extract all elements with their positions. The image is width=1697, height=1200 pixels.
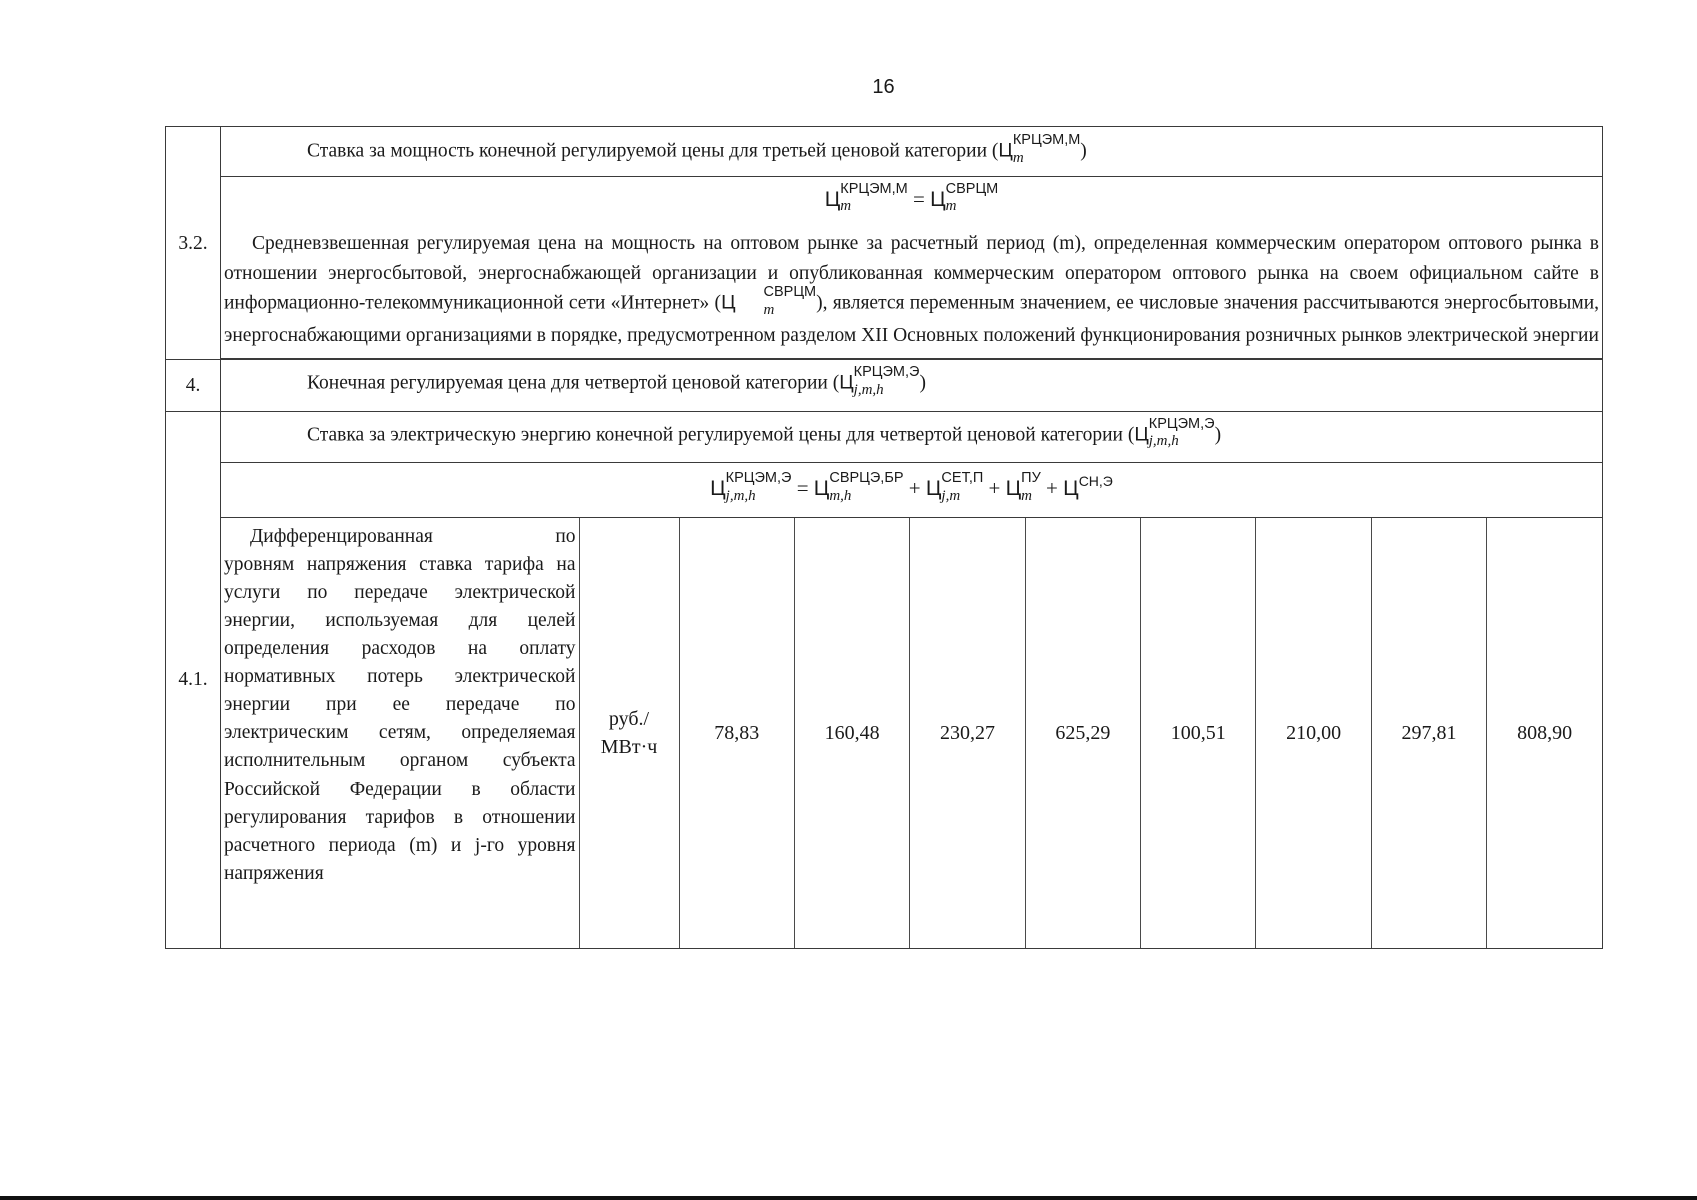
row-number-3-2: 3.2. xyxy=(166,127,221,360)
formula-4-1-t4-symbol: Ц xyxy=(1005,477,1022,501)
row-4-1-heading xyxy=(166,411,1603,463)
formula-4-1-t3-sup: СЕТ,П xyxy=(941,470,984,487)
description-3-2-part2: ), является переменным значением, ее числовые значения рассчитываются энергосбытовыми, энергоснабжающими организациями в порядке, предусмотренном разделом XII Основных положений функционирования розничных рынков электрической энергии xyxy=(224,292,1600,346)
formula-4-1-t2-sup: СВРЦЭ,БР xyxy=(829,470,904,487)
row-number-4-1: 4.1. xyxy=(166,411,221,948)
formula-4-1-t5-sup: СН,Э xyxy=(1078,473,1113,490)
heading-4-1-sup: КРЦЭМ,Э xyxy=(1148,415,1215,432)
row-3-2-heading xyxy=(166,127,1603,177)
tariff-value: 78,83 xyxy=(679,518,794,948)
formula-4-1-t3-indices xyxy=(941,471,983,504)
tariff-table xyxy=(165,126,1603,949)
tariff-values-table xyxy=(221,518,1602,948)
page-number: 16 xyxy=(872,76,895,98)
heading-3-2-symbol: Ц xyxy=(998,139,1013,162)
formula-3-2 xyxy=(221,176,1603,359)
formula-4-1-t4-sup: ПУ xyxy=(1021,470,1041,487)
formula-3-2-lhs-sup: КРЦЭМ,М xyxy=(840,180,908,197)
formula-4-1-t2-indices xyxy=(829,471,903,504)
description-3-2-sub: m xyxy=(763,301,775,318)
unit-line-2: МВт·ч xyxy=(600,735,658,758)
formula-3-2-lhs-symbol: Ц xyxy=(824,187,841,211)
description-3-2-indices xyxy=(736,285,817,318)
tariff-value: 297,81 xyxy=(1371,518,1486,948)
tariff-description-rest: уровням напряжения ставка тарифа на услуги по передаче электрической энергии, используемая для целей определения расходов на оплату нормативных потерь электрической энергии при ее передаче по электрическим сетям, определяемая исполнительным органом субъекта Российской Федерации в области регулирования тарифов в отношении расчетного периода (m) и j-го уровня напряжения xyxy=(224,553,576,884)
heading-4-symbol: Ц xyxy=(839,372,854,395)
heading-3-2 xyxy=(221,127,1603,177)
formula-4-1-plus-1: + xyxy=(908,476,921,501)
description-3-2-sup: СВРЦМ xyxy=(763,284,817,301)
formula-3-2-rhs-sup: СВРЦМ xyxy=(945,180,999,197)
tariff-description-first-line: Дифференцированная по xyxy=(250,525,576,547)
scan-edge xyxy=(0,1196,1697,1200)
unit-line-1: руб./ xyxy=(608,707,650,730)
formula-4-1 xyxy=(221,463,1603,517)
heading-3-2-close: ) xyxy=(1080,140,1087,162)
formula-3-2-rhs-symbol: Ц xyxy=(930,187,946,211)
formula-4-1-plus-2: + xyxy=(988,476,1001,501)
heading-4-1-sub: j,m,h xyxy=(1148,433,1179,450)
heading-3-2-sub: m xyxy=(1012,149,1024,166)
formula-4-1-t1-symbol: Ц xyxy=(710,477,726,501)
unit-cell xyxy=(579,518,679,948)
formula-4-1-t1-indices xyxy=(726,471,792,504)
heading-4-1-close: ) xyxy=(1214,424,1222,446)
formula-4-1-t1-sub: j,m,h xyxy=(725,487,756,504)
formula-3-2-rhs-sub: m xyxy=(945,198,957,214)
formula-4-1-t4-sub: m xyxy=(1021,487,1032,504)
row-3-2-formula xyxy=(166,176,1603,359)
heading-4-sup: КРЦЭМ,Э xyxy=(853,364,920,381)
heading-3-2-indices xyxy=(1013,133,1080,166)
tariff-value: 230,27 xyxy=(910,518,1025,948)
tariff-value: 210,00 xyxy=(1256,518,1371,948)
heading-4-1-symbol: Ц xyxy=(1134,423,1149,446)
formula-4-1-t2-symbol: Ц xyxy=(813,477,830,501)
row-number-4: 4. xyxy=(166,360,221,412)
formula-4-1-t4-indices xyxy=(1021,471,1041,504)
formula-3-2-eq: = xyxy=(912,186,925,211)
formula-4-1-t3-symbol: Ц xyxy=(925,477,942,501)
heading-4-1-text: Ставка за электрическую энергию конечной регулируемой цены для четвертой ценовой категории ( xyxy=(307,424,1135,446)
heading-4-1 xyxy=(221,411,1603,463)
tariff-values-row xyxy=(221,518,1602,948)
heading-4-indices xyxy=(854,365,920,398)
row-4 xyxy=(166,360,1603,412)
tariff-row-cell xyxy=(221,517,1603,948)
row-4-1-values xyxy=(166,517,1603,948)
formula-4-1-t1-sup: КРЦЭМ,Э xyxy=(725,470,792,487)
tariff-value: 808,90 xyxy=(1487,518,1602,948)
heading-4-text: Конечная регулируемая цена для четвертой ценовой категории ( xyxy=(307,373,840,395)
tariff-value: 625,29 xyxy=(1025,518,1140,948)
heading-4-1-indices xyxy=(1149,417,1215,450)
heading-4 xyxy=(221,360,1603,412)
heading-4-close: ) xyxy=(919,373,926,395)
tariff-value: 100,51 xyxy=(1141,518,1256,948)
formula-4-1-t2-sub: m,h xyxy=(829,487,852,504)
description-3-2-symbol: Ц xyxy=(721,291,736,314)
formula-3-2-lhs-sub: m xyxy=(840,198,852,214)
tariff-value: 160,48 xyxy=(794,518,909,948)
tariff-description xyxy=(221,518,579,948)
formula-4-1-t5-symbol: Ц xyxy=(1063,477,1079,501)
formula-3-2-rhs-indices xyxy=(946,182,999,215)
heading-3-2-text: Ставка за мощность конечной регулируемой цены для третьей ценовой категории ( xyxy=(307,140,999,162)
description-3-2-part1: Средневзвешенная регулируемая цена на мощность на оптовом рынке за расчетный период (m), определенная коммерческим оператором оптового рынка в отношении энергосбытовой, энергоснабжающей организации и опубликованная коммерческим оператором оптового рынка на своем официальном сайте в информационно-телекоммуникационной сети «Интернет» ( xyxy=(224,233,1599,314)
description-3-2 xyxy=(221,227,1602,358)
formula-4-1-t3-sub: j,m xyxy=(941,487,961,504)
formula-4-1-plus-3: + xyxy=(1046,476,1058,501)
formula-4-1-eq: = xyxy=(796,476,809,501)
heading-3-2-sup: КРЦЭМ,М xyxy=(1012,132,1081,148)
formula-3-2-lhs-indices xyxy=(840,182,907,215)
heading-4-sub: j,m,h xyxy=(853,381,884,398)
row-4-1-formula xyxy=(166,463,1603,517)
